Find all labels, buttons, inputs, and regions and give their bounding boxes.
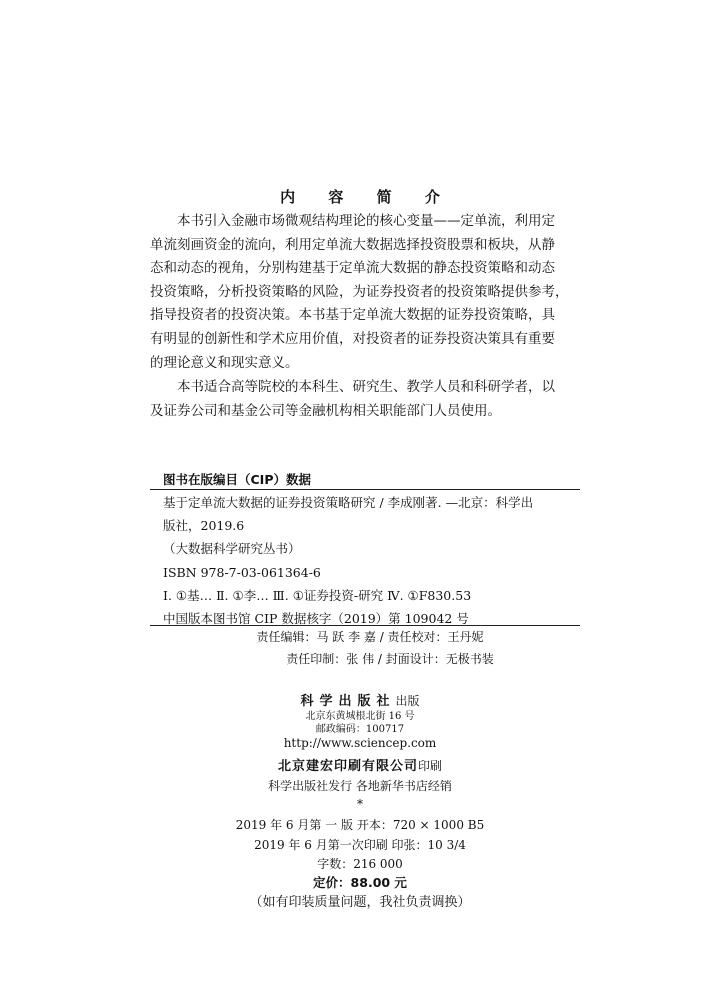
distribution-line: 科学出版社发行 各地新华书店经销 (268, 779, 452, 793)
summary-paragraph-2 (150, 376, 582, 423)
summary-line: 本书适合高等院校的本科生、研究生、教学人员和科研学者，以 (177, 379, 555, 395)
separator-star: * (357, 797, 363, 811)
printing-line: 2019 年 6 月第一次印刷 印张：10 3/4 (254, 838, 466, 852)
summary-line: 有明显的创新性和学术应用价值，对投资者的证券投资决策具有重要 (150, 330, 555, 347)
cip-line: 版社，2019.6 (163, 518, 245, 534)
summary-title: 内 容 简 介 (280, 188, 454, 206)
summary-line: 指导投资者的投资决策。本书基于定单流大数据的证券投资策略，具 (150, 307, 555, 324)
summary-line: 本书引入金融市场微观结构理论的核心变量——定单流，利用定 (177, 213, 555, 229)
price: 定价：88.00 元 (313, 875, 407, 890)
publisher-suffix: 出版 (395, 694, 420, 708)
editors-block (0, 626, 720, 670)
summary-line: 及证券公司和基金公司等金融机构相关职能部门人员使用。 (150, 402, 501, 419)
cip-line: Ⅰ. ①基… Ⅱ. ①李… Ⅲ. ①证券投资-研究 Ⅳ. ①F830.53 (163, 587, 472, 603)
cip-block (163, 491, 573, 630)
printer-line (0, 755, 720, 774)
editor-line-2: 责任印制：张 伟 / 封面设计：无极书装 (286, 652, 494, 666)
summary-paragraph-1 (150, 210, 582, 375)
printer-logo: 北京建宏印刷有限公司 (277, 759, 418, 774)
publisher-url: http://www.sciencep.com (283, 736, 437, 750)
quality-notice: （如有印装质量问题，我社负责调换） (249, 895, 471, 910)
summary-line: 态和动态的视角，分别构建基于定单流大数据的静态投资策略和动态 (150, 260, 555, 277)
summary-line: 的理论意义和现实意义。 (150, 354, 299, 371)
cip-line: （大数据科学研究丛书） (163, 541, 301, 557)
summary-line: 投资策略，分析投资策略的风险，为证券投资者的投资策略提供参考， (150, 283, 569, 300)
publisher-logo: 科学出版社 (300, 694, 396, 709)
printer-suffix: 印刷 (418, 759, 443, 773)
summary-line: 单流刻画资金的流向，利用定单流大数据选择投资股票和板块，从静 (150, 236, 555, 253)
publisher-line (0, 690, 720, 709)
cip-line: 基于定单流大数据的证券投资策略研究 / 李成刚著. —北京：科学出 (163, 495, 534, 510)
cip-line: ISBN 978-7-03-061364-6 (163, 564, 321, 580)
publisher-address: 北京东黄城根北街 16 号 (305, 711, 415, 722)
word-count: 字数：216 000 (317, 857, 403, 871)
editor-line-1: 责任编辑：马 跃 李 嘉 / 责任校对：王丹妮 (256, 630, 484, 644)
cip-line: 中国版本图书馆 CIP 数据核字（2019）第 109042 号 (163, 611, 469, 627)
edition-line: 2019 年 6 月第 一 版 开本：720 × 1000 B5 (235, 818, 485, 832)
cip-top-rule (150, 489, 580, 490)
publisher-postcode: 邮政编码：100717 (315, 724, 405, 735)
cip-heading: 图书在版编目（CIP）数据 (163, 472, 311, 487)
